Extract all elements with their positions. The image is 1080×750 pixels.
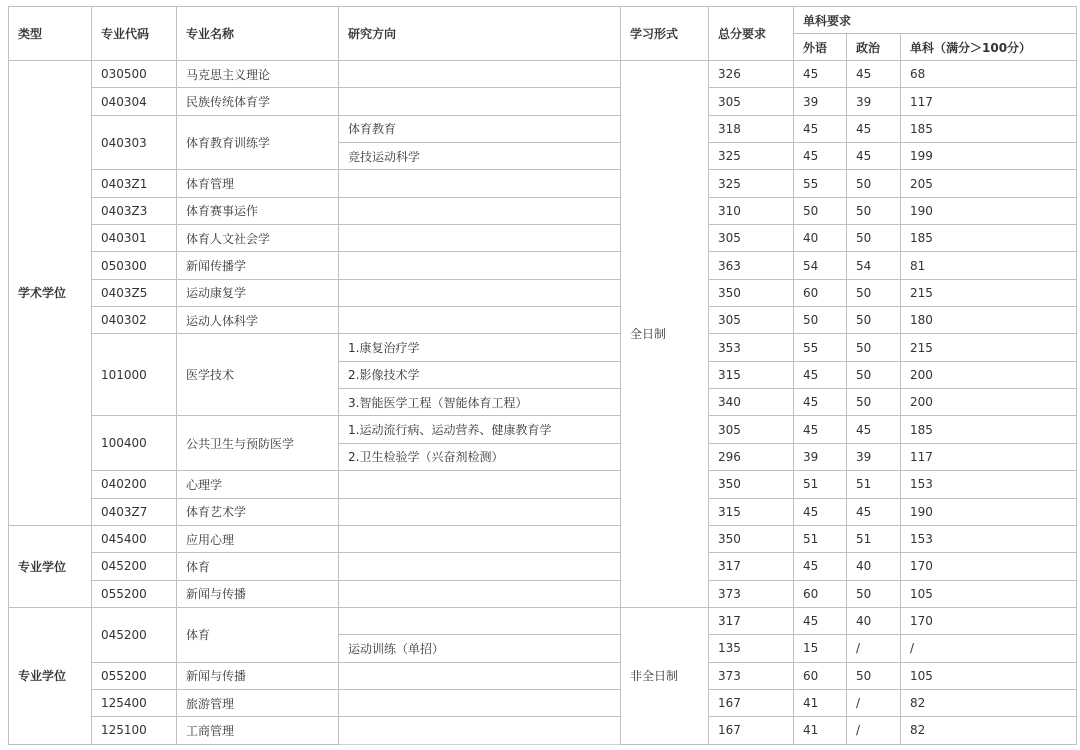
cell-direction: 1.运动流行病、运动营养、健康教育学 xyxy=(339,416,621,443)
cell-politics: 40 xyxy=(847,553,901,580)
cell-name: 体育艺术学 xyxy=(177,498,339,525)
cell-single: 215 xyxy=(901,334,1077,361)
cell-code: 040200 xyxy=(92,471,177,498)
cell-code: 0403Z3 xyxy=(92,197,177,224)
cell-total: 135 xyxy=(709,635,794,662)
cell-politics: 51 xyxy=(847,525,901,552)
cell-total: 326 xyxy=(709,61,794,88)
cell-politics: 51 xyxy=(847,471,901,498)
cell-direction: 1.康复治疗学 xyxy=(339,334,621,361)
cell-single: 185 xyxy=(901,115,1077,142)
cell-single: 105 xyxy=(901,580,1077,607)
cell-code: 045400 xyxy=(92,525,177,552)
cell-total: 340 xyxy=(709,389,794,416)
cell-politics: 45 xyxy=(847,115,901,142)
cell-code: 040303 xyxy=(92,115,177,170)
cell-direction xyxy=(339,498,621,525)
header-single-group: 单科要求 xyxy=(794,7,1077,34)
cell-code: 100400 xyxy=(92,416,177,471)
cell-foreign: 41 xyxy=(794,689,847,716)
cell-total: 350 xyxy=(709,471,794,498)
cell-politics: 39 xyxy=(847,443,901,470)
cell-single: 117 xyxy=(901,88,1077,115)
cell-foreign: 45 xyxy=(794,143,847,170)
cell-politics: 50 xyxy=(847,225,901,252)
mode-parttime: 非全日制 xyxy=(621,607,709,744)
header-foreign: 外语 xyxy=(794,34,847,61)
cell-foreign: 60 xyxy=(794,279,847,306)
cell-direction xyxy=(339,525,621,552)
table-row xyxy=(9,197,1077,224)
cell-total: 305 xyxy=(709,307,794,334)
cell-name: 新闻与传播 xyxy=(177,662,339,689)
cell-single: 205 xyxy=(901,170,1077,197)
cell-name: 民族传统体育学 xyxy=(177,88,339,115)
cell-foreign: 45 xyxy=(794,61,847,88)
cell-foreign: 15 xyxy=(794,635,847,662)
cell-single: 170 xyxy=(901,553,1077,580)
cell-total: 373 xyxy=(709,662,794,689)
cell-politics: 50 xyxy=(847,334,901,361)
cell-single: 185 xyxy=(901,416,1077,443)
bottom-divider xyxy=(340,744,620,745)
cell-total: 310 xyxy=(709,197,794,224)
cell-name: 旅游管理 xyxy=(177,689,339,716)
cell-politics: 39 xyxy=(847,88,901,115)
cell-total: 296 xyxy=(709,443,794,470)
cell-single: 117 xyxy=(901,443,1077,470)
cell-direction xyxy=(339,689,621,716)
cell-direction xyxy=(339,553,621,580)
cell-code: 050300 xyxy=(92,252,177,279)
cell-name: 马克思主义理论 xyxy=(177,61,339,88)
cell-foreign: 39 xyxy=(794,443,847,470)
cell-single: 200 xyxy=(901,361,1077,388)
cell-politics: 50 xyxy=(847,662,901,689)
cell-direction: 2.卫生检验学（兴奋剂检测） xyxy=(339,443,621,470)
cell-politics: / xyxy=(847,689,901,716)
header-type: 类型 xyxy=(9,7,92,61)
cell-politics: 50 xyxy=(847,197,901,224)
cell-direction xyxy=(339,197,621,224)
table-row xyxy=(9,279,1077,306)
table-row xyxy=(9,662,1077,689)
cell-single: 81 xyxy=(901,252,1077,279)
cell-foreign: 45 xyxy=(794,115,847,142)
cell-direction xyxy=(339,225,621,252)
cell-single: 170 xyxy=(901,607,1077,634)
cell-total: 305 xyxy=(709,416,794,443)
cell-code: 101000 xyxy=(92,334,177,416)
cell-single: 215 xyxy=(901,279,1077,306)
cell-direction xyxy=(339,307,621,334)
cell-name: 新闻传播学 xyxy=(177,252,339,279)
header-name: 专业名称 xyxy=(177,7,339,61)
table-row xyxy=(9,580,1077,607)
cell-single: 185 xyxy=(901,225,1077,252)
cell-politics: 50 xyxy=(847,307,901,334)
cell-politics: 50 xyxy=(847,580,901,607)
cell-foreign: 40 xyxy=(794,225,847,252)
cell-name: 运动人体科学 xyxy=(177,307,339,334)
group-professional-parttime: 专业学位 xyxy=(9,607,92,744)
table-row xyxy=(9,689,1077,716)
cell-total: 325 xyxy=(709,170,794,197)
cell-direction xyxy=(339,252,621,279)
cell-name: 公共卫生与预防医学 xyxy=(177,416,339,471)
cell-foreign: 55 xyxy=(794,170,847,197)
cell-total: 315 xyxy=(709,361,794,388)
cell-politics: / xyxy=(847,717,901,744)
header-mode: 学习形式 xyxy=(621,7,709,61)
cell-direction: 3.智能医学工程（智能体育工程） xyxy=(339,389,621,416)
cell-name: 体育 xyxy=(177,607,339,662)
cell-foreign: 50 xyxy=(794,197,847,224)
table-row xyxy=(9,307,1077,334)
cell-code: 125400 xyxy=(92,689,177,716)
cell-single: 82 xyxy=(901,689,1077,716)
cell-code: 0403Z5 xyxy=(92,279,177,306)
cell-single: 180 xyxy=(901,307,1077,334)
cell-direction xyxy=(339,580,621,607)
cell-total: 305 xyxy=(709,225,794,252)
cell-total: 350 xyxy=(709,525,794,552)
cell-code: 055200 xyxy=(92,662,177,689)
cell-code: 0403Z7 xyxy=(92,498,177,525)
cell-name: 体育 xyxy=(177,553,339,580)
cell-direction: 2.影像技术学 xyxy=(339,361,621,388)
header-direction: 研究方向 xyxy=(339,7,621,61)
cell-direction xyxy=(339,717,621,744)
cell-direction xyxy=(339,170,621,197)
cell-total: 317 xyxy=(709,553,794,580)
header-code: 专业代码 xyxy=(92,7,177,61)
table-row xyxy=(9,471,1077,498)
cell-single: 190 xyxy=(901,197,1077,224)
admission-score-table xyxy=(8,6,1077,745)
cell-code: 030500 xyxy=(92,61,177,88)
cell-foreign: 55 xyxy=(794,334,847,361)
cell-politics: 45 xyxy=(847,498,901,525)
cell-direction xyxy=(339,61,621,88)
table-row xyxy=(9,717,1077,744)
cell-single: 200 xyxy=(901,389,1077,416)
cell-foreign: 45 xyxy=(794,498,847,525)
cell-total: 373 xyxy=(709,580,794,607)
cell-politics: / xyxy=(847,635,901,662)
table-row xyxy=(9,252,1077,279)
cell-foreign: 45 xyxy=(794,553,847,580)
cell-total: 317 xyxy=(709,607,794,634)
cell-foreign: 50 xyxy=(794,307,847,334)
cell-name: 体育管理 xyxy=(177,170,339,197)
cell-direction xyxy=(339,607,621,634)
cell-single: 153 xyxy=(901,525,1077,552)
cell-total: 363 xyxy=(709,252,794,279)
cell-code: 040304 xyxy=(92,88,177,115)
cell-single: 153 xyxy=(901,471,1077,498)
cell-total: 305 xyxy=(709,88,794,115)
table-row xyxy=(9,334,1077,361)
cell-foreign: 60 xyxy=(794,662,847,689)
cell-foreign: 41 xyxy=(794,717,847,744)
cell-name: 新闻与传播 xyxy=(177,580,339,607)
cell-total: 353 xyxy=(709,334,794,361)
cell-politics: 40 xyxy=(847,607,901,634)
cell-single: 82 xyxy=(901,717,1077,744)
cell-code: 045200 xyxy=(92,553,177,580)
cell-direction: 体育教育 xyxy=(339,115,621,142)
cell-politics: 50 xyxy=(847,389,901,416)
cell-code: 125100 xyxy=(92,717,177,744)
table-row xyxy=(9,170,1077,197)
cell-name: 体育教育训练学 xyxy=(177,115,339,170)
cell-total: 325 xyxy=(709,143,794,170)
cell-politics: 45 xyxy=(847,143,901,170)
group-professional: 专业学位 xyxy=(9,525,92,607)
cell-direction: 运动训练（单招） xyxy=(339,635,621,662)
table-row xyxy=(9,115,1077,142)
table-row xyxy=(9,416,1077,443)
cell-politics: 50 xyxy=(847,279,901,306)
table-row xyxy=(9,61,1077,88)
cell-name: 医学技术 xyxy=(177,334,339,416)
table-row xyxy=(9,607,1077,634)
cell-code: 040302 xyxy=(92,307,177,334)
header-total: 总分要求 xyxy=(709,7,794,61)
cell-total: 318 xyxy=(709,115,794,142)
cell-politics: 54 xyxy=(847,252,901,279)
mode-fulltime: 全日制 xyxy=(621,61,709,608)
table-row xyxy=(9,553,1077,580)
cell-total: 350 xyxy=(709,279,794,306)
cell-foreign: 45 xyxy=(794,416,847,443)
cell-total: 315 xyxy=(709,498,794,525)
cell-foreign: 45 xyxy=(794,389,847,416)
cell-foreign: 51 xyxy=(794,471,847,498)
group-academic: 学术学位 xyxy=(9,61,92,526)
cell-foreign: 51 xyxy=(794,525,847,552)
cell-direction: 竞技运动科学 xyxy=(339,143,621,170)
cell-name: 工商管理 xyxy=(177,717,339,744)
table-row xyxy=(9,525,1077,552)
cell-direction xyxy=(339,471,621,498)
cell-politics: 50 xyxy=(847,170,901,197)
cell-total: 167 xyxy=(709,717,794,744)
cell-code: 045200 xyxy=(92,607,177,662)
cell-politics: 45 xyxy=(847,61,901,88)
cell-name: 运动康复学 xyxy=(177,279,339,306)
cell-politics: 45 xyxy=(847,416,901,443)
cell-foreign: 54 xyxy=(794,252,847,279)
cell-code: 040301 xyxy=(92,225,177,252)
table-row xyxy=(9,88,1077,115)
cell-code: 0403Z1 xyxy=(92,170,177,197)
cell-single: / xyxy=(901,635,1077,662)
header-politics: 政治 xyxy=(847,34,901,61)
cell-total: 167 xyxy=(709,689,794,716)
cell-foreign: 60 xyxy=(794,580,847,607)
cell-name: 应用心理 xyxy=(177,525,339,552)
header-single: 单科（满分＞100分） xyxy=(901,34,1077,61)
cell-single: 105 xyxy=(901,662,1077,689)
cell-foreign: 39 xyxy=(794,88,847,115)
cell-code: 055200 xyxy=(92,580,177,607)
cell-foreign: 45 xyxy=(794,607,847,634)
cell-single: 68 xyxy=(901,61,1077,88)
cell-politics: 50 xyxy=(847,361,901,388)
cell-foreign: 45 xyxy=(794,361,847,388)
cell-direction xyxy=(339,662,621,689)
table-row xyxy=(9,225,1077,252)
cell-direction xyxy=(339,279,621,306)
cell-direction xyxy=(339,88,621,115)
cell-single: 199 xyxy=(901,143,1077,170)
cell-name: 体育赛事运作 xyxy=(177,197,339,224)
cell-name: 心理学 xyxy=(177,471,339,498)
cell-single: 190 xyxy=(901,498,1077,525)
table-row xyxy=(9,498,1077,525)
cell-name: 体育人文社会学 xyxy=(177,225,339,252)
